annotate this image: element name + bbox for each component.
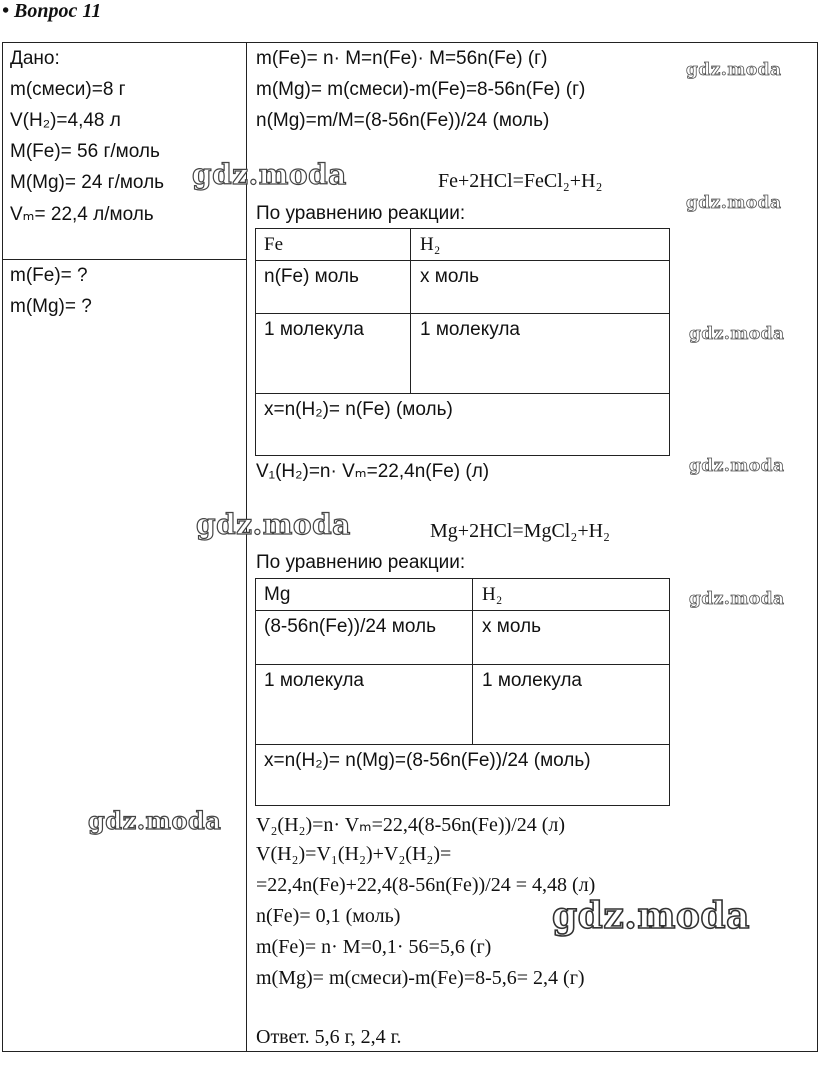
solution-line: m(Mg)= m(смеси)-m(Fe)=8-5,6= 2,4 (г) bbox=[256, 967, 585, 989]
given-label: Дано: bbox=[10, 48, 60, 69]
table-header: Fe bbox=[264, 234, 283, 255]
given-line: M(Fe)= 56 г/моль bbox=[10, 141, 160, 162]
by-equation-label: По уравнению реакции: bbox=[256, 203, 466, 224]
table-cell: 1 молекула bbox=[264, 319, 364, 340]
table-cell: (8-56n(Fe))/24 моль bbox=[264, 616, 436, 637]
column-divider bbox=[246, 43, 247, 1051]
watermark: gdz.moda bbox=[196, 508, 351, 541]
watermark: gdz.moda bbox=[192, 158, 347, 191]
table-cell: 1 молекула bbox=[420, 319, 520, 340]
table-header: H₂ bbox=[482, 584, 503, 605]
solution-line: n(Mg)=m/M=(8-56n(Fe))/24 (моль) bbox=[256, 110, 550, 131]
solution-line: n(Fe)= 0,1 (моль) bbox=[256, 905, 401, 927]
solution-line: =22,4n(Fe)+22,4(8-56n(Fe))/24 = 4,48 (л) bbox=[256, 874, 596, 896]
table-footer: x=n(H₂)= n(Mg)=(8-56n(Fe))/24 (моль) bbox=[264, 750, 591, 771]
watermark: gdz.moda bbox=[689, 456, 785, 476]
table-cell: x моль bbox=[420, 266, 479, 287]
table-cell: n(Fe) моль bbox=[264, 266, 359, 287]
solution-line: V(H₂)=V₁(H₂)+V₂(H₂)= bbox=[256, 843, 452, 865]
watermark: gdz.moda bbox=[689, 589, 785, 609]
watermark: gdz.moda bbox=[552, 895, 750, 937]
reaction-equation: Mg+2HCl=MgCl₂+H₂ bbox=[430, 520, 611, 542]
table-cell: 1 молекула bbox=[482, 670, 582, 691]
find-line: m(Mg)= ? bbox=[10, 296, 92, 317]
table-cell: 1 молекула bbox=[264, 670, 364, 691]
given-line: m(смеси)=8 г bbox=[10, 79, 126, 100]
watermark: gdz.moda bbox=[686, 60, 782, 80]
solution-line: m(Fe)= n· M=n(Fe)· M=56n(Fe) (г) bbox=[256, 48, 548, 69]
volume-line: V₁(H₂)=n· Vₘ=22,4n(Fe) (л) bbox=[256, 461, 490, 482]
solution-line: m(Mg)= m(смеси)-m(Fe)=8-56n(Fe) (г) bbox=[256, 79, 586, 100]
table-header: H₂ bbox=[420, 234, 441, 255]
find-line: m(Fe)= ? bbox=[10, 265, 88, 286]
given-line: V(H₂)=4,48 л bbox=[10, 110, 121, 131]
reaction-table-1 bbox=[255, 228, 670, 456]
by-equation-label: По уравнению реакции: bbox=[256, 552, 466, 573]
reaction-table-2 bbox=[255, 578, 670, 806]
answer-line: Ответ. 5,6 г, 2,4 г. bbox=[256, 1026, 402, 1048]
table-footer: x=n(H₂)= n(Fe) (моль) bbox=[264, 399, 453, 420]
question-title: • Вопрос 11 bbox=[2, 0, 102, 22]
given-find-divider bbox=[3, 259, 246, 260]
table-cell: x моль bbox=[482, 616, 541, 637]
given-line: M(Mg)= 24 г/моль bbox=[10, 172, 165, 193]
solution-line: m(Fe)= n· M=0,1· 56=5,6 (г) bbox=[256, 936, 492, 958]
watermark: gdz.moda bbox=[689, 324, 785, 344]
watermark: gdz.moda bbox=[88, 806, 222, 835]
table-header: Mg bbox=[264, 584, 291, 605]
given-line: Vₘ= 22,4 л/моль bbox=[10, 204, 154, 225]
solution-line: V₂(H₂)=n· Vₘ=22,4(8-56n(Fe))/24 (л) bbox=[256, 814, 566, 836]
watermark: gdz.moda bbox=[686, 193, 782, 213]
reaction-equation: Fe+2HCl=FeCl₂+H₂ bbox=[438, 170, 603, 192]
